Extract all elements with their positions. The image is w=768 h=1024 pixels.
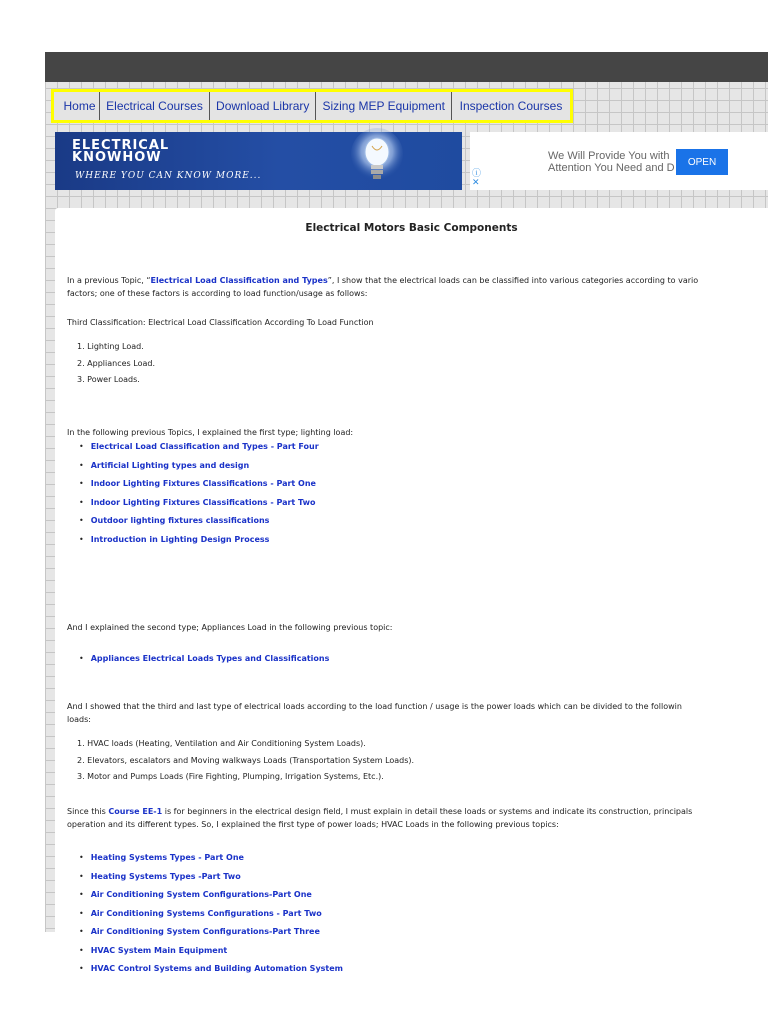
- lighting-link[interactable]: Indoor Lighting Fixtures Classifications - Part One: [90, 479, 316, 488]
- lighting-links-list: [79, 438, 319, 549]
- lighting-link[interactable]: Introduction in Lighting Design Process: [90, 534, 270, 544]
- banner-logo: [72, 140, 169, 164]
- ad-text-line2: Attention You Need and D: [548, 162, 675, 174]
- nav-download-library-link[interactable]: Download Library: [210, 92, 316, 120]
- lighting-link[interactable]: Electrical Load Classification and Types - Part Four: [90, 442, 319, 451]
- ad-choices[interactable]: [472, 170, 481, 188]
- link-electrical-load-classification[interactable]: Electrical Load Classification and Types: [150, 276, 328, 285]
- page-frame: [45, 52, 768, 973]
- list-item[interactable]: [79, 960, 343, 979]
- banner-tagline: WHERE YOU CAN KNOW MORE...: [75, 171, 262, 181]
- list-item[interactable]: [79, 923, 343, 942]
- top-bar: [45, 52, 768, 82]
- list-item: 1. HVAC loads (Heating, Ventilation and Air Conditioning System Loads).: [77, 739, 366, 748]
- bullet-icon: •: [79, 927, 84, 936]
- bullet-icon: •: [79, 654, 84, 663]
- list-item[interactable]: [79, 942, 343, 961]
- lighting-link[interactable]: Indoor Lighting Fixtures Classifications - Part Two: [90, 497, 316, 507]
- bullet-icon: •: [79, 945, 84, 955]
- bullet-icon: •: [79, 534, 84, 544]
- list-item: 3. Motor and Pumps Loads (Fire Fighting, Plumping, Irrigation Systems, Etc.).: [77, 772, 384, 781]
- load-types-list: [77, 339, 155, 389]
- intro-text-before: In a previous Topic, “: [67, 276, 151, 285]
- since-text-after: is for beginners in the electrical design field, I must explain in detail these loads or systems and indicate its construction, principals: [162, 807, 693, 816]
- ad-text-line1: We Will Provide You with: [548, 150, 670, 162]
- list-item[interactable]: [79, 494, 319, 513]
- list-item: 1. Lighting Load.: [77, 342, 144, 351]
- nav-inspection-courses-link[interactable]: Inspection Courses: [459, 99, 563, 113]
- third-classification-text: Third Classification: Electrical Load Classification According To Load Function: [67, 318, 374, 327]
- hvac-link[interactable]: HVAC System Main Equipment: [90, 945, 228, 955]
- banner-logo-line2: KNOWHOW: [72, 150, 162, 165]
- main-nav: [51, 89, 573, 123]
- article-title: Electrical Motors Basic Components: [305, 222, 518, 234]
- bullet-icon: •: [79, 964, 84, 973]
- list-item: 2. Appliances Load.: [77, 358, 155, 368]
- bullet-icon: •: [79, 497, 84, 507]
- nav-home-link[interactable]: Home: [54, 92, 100, 120]
- ad-text: [548, 150, 675, 174]
- hvac-link[interactable]: Heating Systems Types -Part Two: [90, 871, 241, 881]
- hvac-link[interactable]: HVAC Control Systems and Building Automation System: [90, 964, 344, 973]
- bullet-icon: •: [79, 442, 84, 451]
- ad-open-button[interactable]: OPEN: [676, 149, 728, 175]
- advertisement[interactable]: [470, 132, 768, 190]
- list-item[interactable]: [79, 475, 319, 494]
- bullet-icon: •: [79, 853, 84, 862]
- hvac-link[interactable]: Air Conditioning System Configurations-Part One: [90, 890, 312, 899]
- nav-sizing-mep-link[interactable]: Sizing MEP Equipment: [316, 92, 452, 120]
- info-icon[interactable]: ⓘ: [472, 169, 482, 179]
- link-course-ee1[interactable]: Course EE-1: [108, 807, 163, 816]
- since-paragraph: [67, 805, 768, 818]
- appliances-links-list: [79, 650, 329, 669]
- list-item[interactable]: [79, 650, 329, 669]
- bullet-icon: •: [79, 479, 84, 488]
- intro-paragraph: [67, 274, 768, 287]
- power-types-list: [77, 736, 414, 786]
- appliances-intro-text: And I explained the second type; Appliances Load in the following previous topic:: [67, 623, 393, 632]
- intro-paragraph-line2: factors; one of these factors is according to load function/usage as follows:: [67, 289, 368, 298]
- list-item[interactable]: [79, 457, 319, 476]
- lighting-intro-text: In the following previous Topics, I explained the first type; lighting load:: [67, 428, 354, 437]
- bullet-icon: •: [79, 871, 84, 881]
- list-item: 2. Elevators, escalators and Moving walkways Loads (Transportation System Loads).: [77, 755, 415, 765]
- nav-electrical-courses-link[interactable]: Electrical Courses: [100, 92, 210, 120]
- bullet-icon: •: [79, 460, 84, 470]
- list-item[interactable]: [79, 512, 319, 531]
- hvac-links-list: [79, 849, 343, 979]
- list-item[interactable]: [79, 531, 319, 550]
- power-intro-line2: loads:: [67, 715, 91, 724]
- list-item: 3. Power Loads.: [77, 375, 140, 384]
- list-item[interactable]: [79, 438, 319, 457]
- lighting-link[interactable]: Outdoor lighting fixtures classifications: [90, 516, 270, 525]
- light-bulb-icon: [347, 132, 407, 190]
- since-text-before: Since this: [67, 807, 109, 816]
- banner-logo-line1: ELECTRICAL: [72, 138, 170, 153]
- article-content: [55, 208, 768, 973]
- power-intro-text: And I showed that the third and last type of electrical loads according to the load function / usage is the power loads which can be divided to the followin: [67, 702, 682, 711]
- hvac-link[interactable]: Air Conditioning System Configurations-Part Three: [90, 927, 320, 936]
- bullet-icon: •: [79, 516, 84, 525]
- list-item[interactable]: [79, 849, 343, 868]
- bullet-icon: •: [79, 908, 84, 918]
- site-banner[interactable]: [55, 132, 462, 190]
- hvac-link[interactable]: Air Conditioning Systems Configurations - Part Two: [90, 908, 322, 918]
- hvac-link[interactable]: Heating Systems Types - Part One: [90, 853, 244, 862]
- close-icon[interactable]: ✕: [472, 178, 480, 188]
- list-item[interactable]: [79, 868, 343, 887]
- bullet-icon: •: [79, 890, 84, 899]
- list-item[interactable]: [79, 886, 343, 905]
- intro-text-after: ”, I show that the electrical loads can be classified into various categories according to vario: [327, 276, 699, 285]
- list-item[interactable]: [79, 905, 343, 924]
- since-paragraph-line2: operation and its different types. So, I explained the first type of power loads; HVAC Loads in the following previous topics:: [67, 820, 559, 829]
- lighting-link[interactable]: Artificial Lighting types and design: [90, 460, 250, 470]
- appliances-link[interactable]: Appliances Electrical Loads Types and Classifications: [90, 654, 330, 663]
